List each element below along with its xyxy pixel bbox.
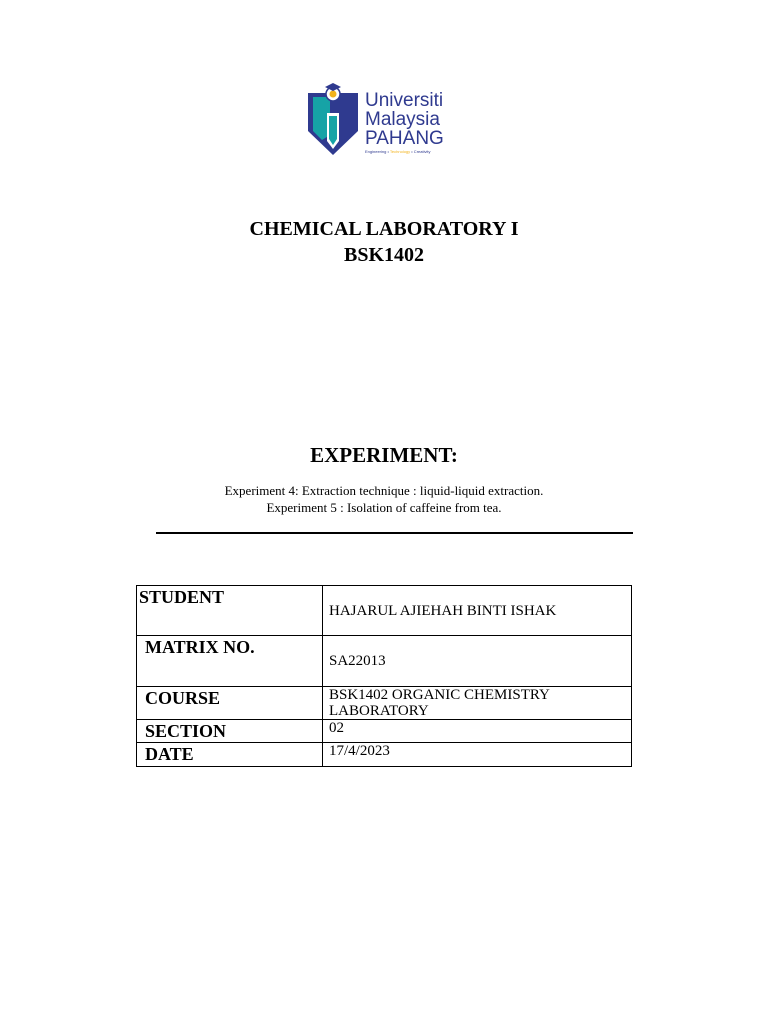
tagline-left: Engineering • bbox=[365, 149, 389, 154]
report-title: CHEMICAL LABORATORY I bbox=[249, 218, 519, 240]
experiment-heading: EXPERIMENT: bbox=[310, 443, 458, 467]
tagline-mid: Technology bbox=[389, 149, 411, 154]
course-code: BSK1402 bbox=[343, 244, 425, 266]
table-row bbox=[137, 743, 632, 767]
tagline-right: • Creativity bbox=[411, 149, 431, 154]
experiment-line-2: Experiment 5 : Isolation of caffeine from tea. bbox=[266, 500, 502, 515]
matrix-value: SA22013 bbox=[323, 636, 632, 687]
section-label: SECTION bbox=[137, 720, 323, 743]
table-row bbox=[137, 720, 632, 743]
logo-wordmark bbox=[365, 91, 444, 148]
table-row bbox=[137, 636, 632, 687]
table-row bbox=[137, 586, 632, 636]
logo-line-2: Malaysia bbox=[365, 109, 440, 130]
logo-tagline bbox=[365, 149, 430, 154]
logo-line-3: PAHANG bbox=[365, 128, 444, 149]
student-value: HAJARUL AJIEHAH BINTI ISHAK bbox=[323, 586, 632, 636]
experiment-line-1: Experiment 4: Extraction technique : liquid-liquid extraction. bbox=[224, 483, 544, 498]
logo-line-1: Universiti bbox=[365, 90, 444, 111]
table-row bbox=[137, 687, 632, 720]
course-value: BSK1402 ORGANIC CHEMISTRY LABORATORY bbox=[323, 687, 632, 720]
section-value: 02 bbox=[323, 720, 632, 743]
course-label: COURSE bbox=[137, 687, 323, 720]
date-value: 17/4/2023 bbox=[323, 743, 632, 767]
student-label: STUDENT bbox=[137, 586, 323, 636]
horizontal-divider bbox=[156, 532, 633, 534]
matrix-label: MATRIX NO. bbox=[137, 636, 323, 687]
student-info-table bbox=[136, 585, 632, 767]
date-label: DATE bbox=[137, 743, 323, 767]
shield-emblem-icon bbox=[305, 83, 361, 158]
university-logo bbox=[305, 83, 465, 158]
